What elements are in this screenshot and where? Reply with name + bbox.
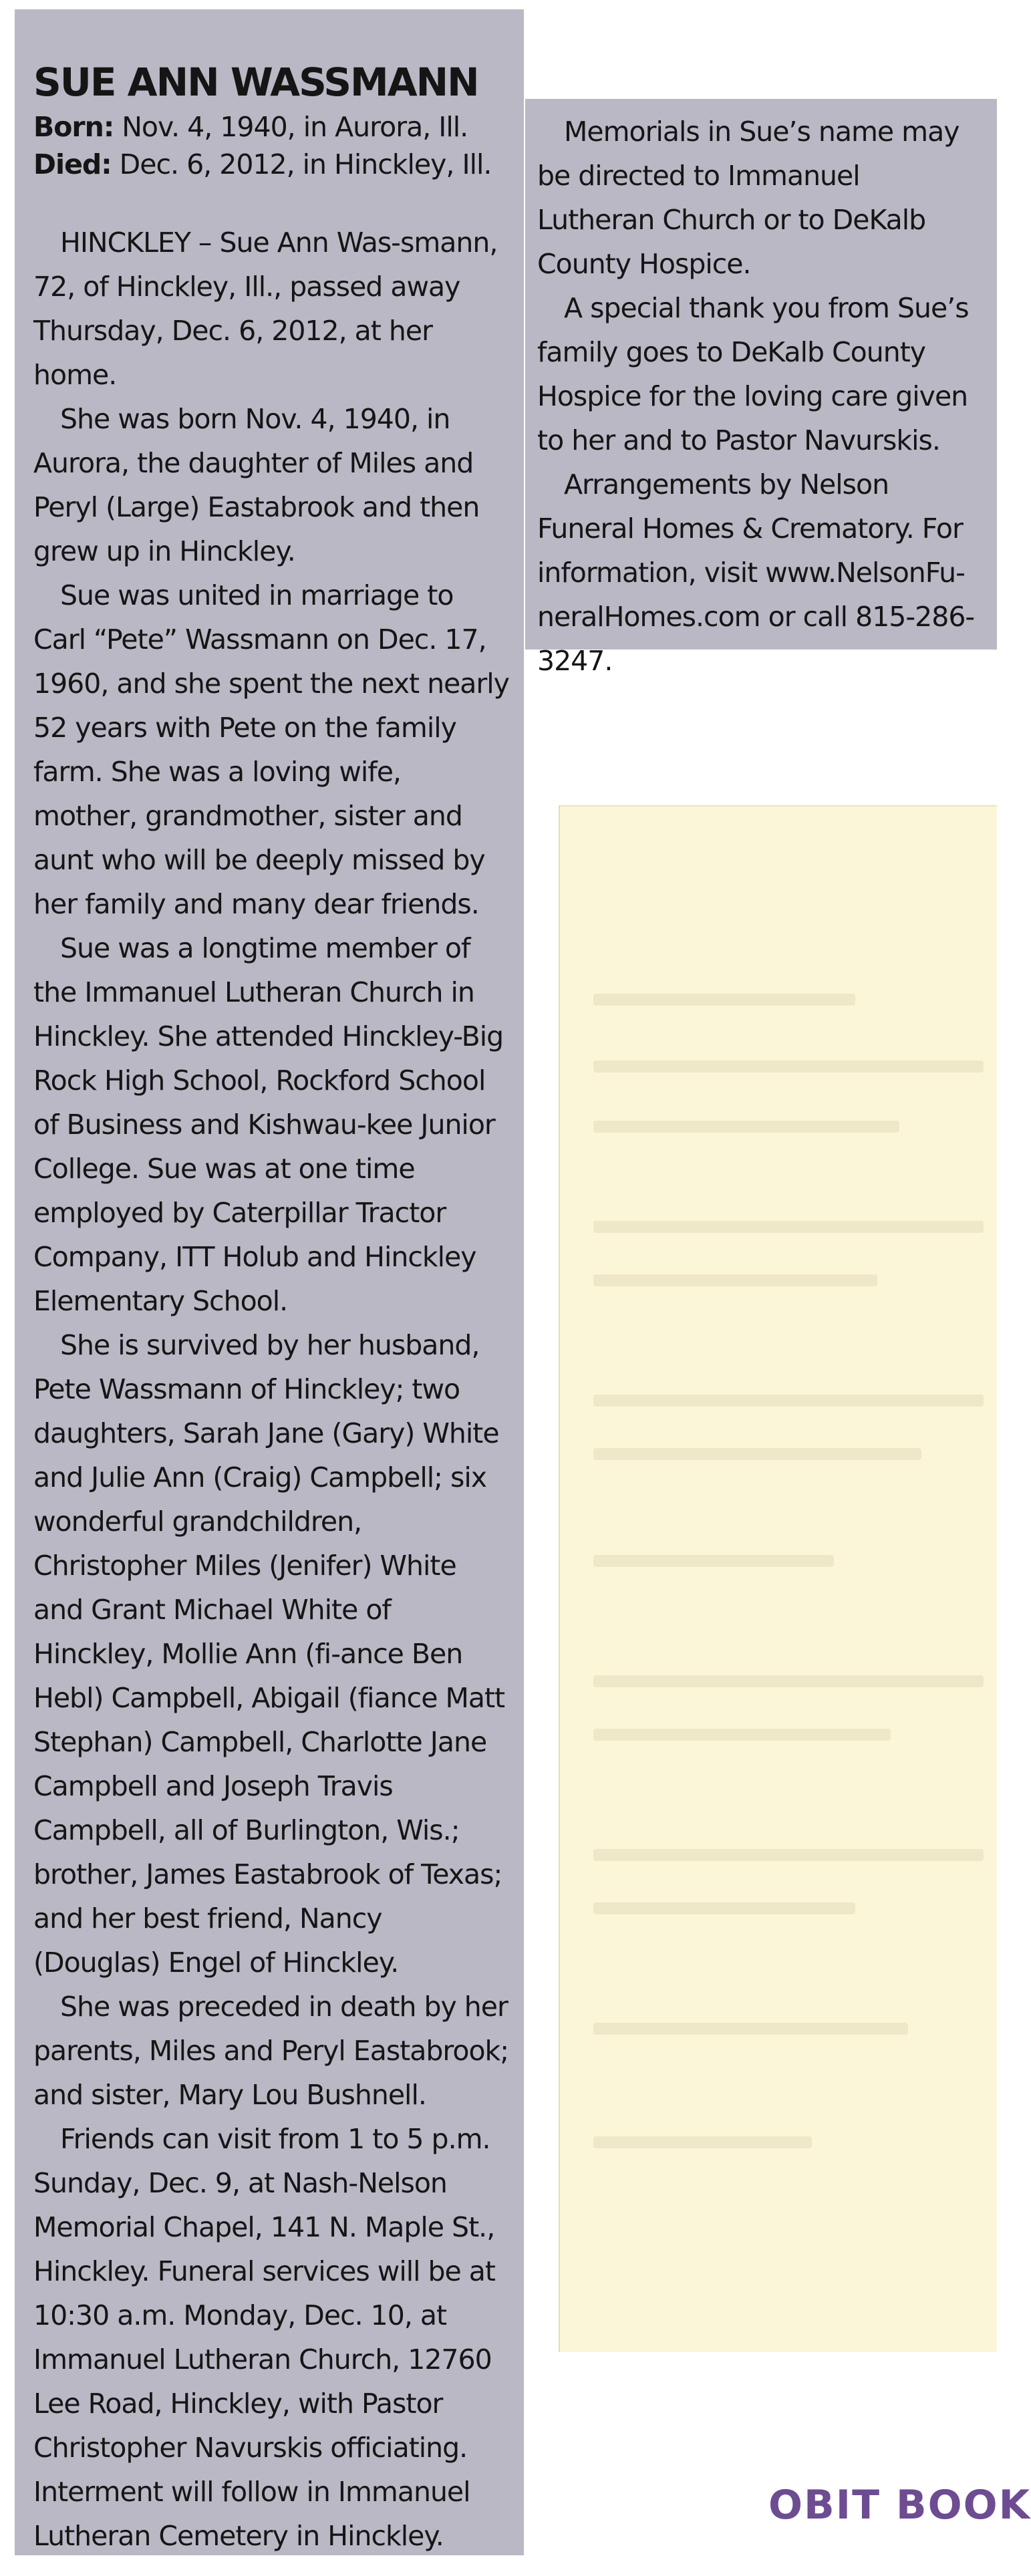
bleed-through-line xyxy=(593,1729,891,1741)
bleed-through-line xyxy=(593,1274,877,1286)
continued-paragraph: Memorials in Sue’s name may be directed to Immanuel Lutheran Church or to DeKalb County Hospice. xyxy=(537,116,960,280)
obituary-paragraph: HINCKLEY – Sue Ann Was-smann, 72, of Hinckley, Ill., passed away Thursday, Dec. 6, 2012, at her home. xyxy=(33,227,498,391)
bleed-through-line xyxy=(593,1902,855,1914)
died-line xyxy=(33,146,510,183)
born-label: Born: xyxy=(33,111,114,143)
obituary-body xyxy=(33,221,510,2558)
blank-index-card xyxy=(559,805,997,2352)
bleed-through-line xyxy=(593,1121,899,1133)
bleed-through-line xyxy=(593,1060,984,1072)
obituary-clipping xyxy=(15,9,524,2555)
obituary-paragraph: Sue was a longtime member of the Immanuel Lutheran Church in Hinckley. She attended Hinckley-Big Rock High School, Rockford School of Business and Kishwau-kee Junior College. Sue was at one time employed by Caterpillar Tractor Company, ITT Holub and Hinckley Elementary School. xyxy=(33,932,504,1317)
bleed-through-line xyxy=(593,994,855,1006)
bleed-through-line xyxy=(593,1849,984,1861)
obituary-paragraph: She was born Nov. 4, 1940, in Aurora, the daughter of Miles and Peryl (Large) Eastabrook and then grew up in Hinckley. xyxy=(33,403,480,567)
bleed-through-line xyxy=(593,1555,834,1567)
obituary-paragraph: Friends can visit from 1 to 5 p.m. Sunday, Dec. 9, at Nash-Nelson Memorial Chapel, 141 N. Maple St., Hinckley. Funeral services will be at 10:30 a.m. Monday, Dec. 10, at Immanuel Lutheran Church, 12760 Lee Road, Hinckley, with Pastor Christopher Navurskis officiating. Interment will follow in Immanuel Lutheran Cemetery in Hinckley. xyxy=(33,2123,496,2552)
obit-book-stamp: OBIT BOOK xyxy=(768,2482,1031,2529)
obituary-continuation-clipping xyxy=(525,99,997,677)
bleed-through-line xyxy=(593,1675,984,1687)
born-line xyxy=(33,108,510,146)
obituary-paragraph: She was preceded in death by her parents, Miles and Peryl Eastabrook; and sister, Mary Lou Bushnell. xyxy=(33,1991,509,2111)
obituary-paragraph: She is survived by her husband, Pete Wassmann of Hinckley; two daughters, Sarah Jane (Gary) White and Julie Ann (Craig) Campbell; six wonderful grandchildren, Christopher Miles (Jenifer) White and Grant Michael White of Hinckley, Mollie Ann (fi-ance Ben Hebl) Campbell, Abigail (fiance Matt Stephan) Campbell, Charlotte Jane Campbell and Joseph Travis Campbell, all of Burlington, Wis.; brother, James Eastabrook of Texas; and her best friend, Nancy (Douglas) Engel of Hinckley. xyxy=(33,1329,505,1979)
continued-paragraph: Arrangements by Nelson Funeral Homes & Crematory. For information, visit www.NelsonFu-neralHomes.com or call 815-286-3247. xyxy=(537,468,975,677)
born-value: Nov. 4, 1940, in Aurora, Ill. xyxy=(114,111,468,143)
obituary-name: SUE ANN WASSMANN xyxy=(33,59,478,105)
obituary-paragraph: Sue was united in marriage to Carl “Pete” Wassmann on Dec. 17, 1960, and she spent the next nearly 52 years with Pete on the family farm. She was a loving wife, mother, grandmother, sister and aunt who will be deeply missed by her family and many dear friends. xyxy=(33,579,509,920)
died-label: Died: xyxy=(33,148,112,180)
bleed-through-line xyxy=(593,2023,908,2035)
bleed-through-line xyxy=(593,1395,984,1407)
died-value: Dec. 6, 2012, in Hinckley, Ill. xyxy=(111,148,492,180)
bleed-through-line xyxy=(593,2136,812,2148)
bleed-through-line xyxy=(593,1448,921,1460)
continued-paragraph: A special thank you from Sue’s family goes to DeKalb County Hospice for the loving care given to her and to Pastor Navurskis. xyxy=(537,292,969,456)
bleed-through-line xyxy=(593,1221,984,1233)
